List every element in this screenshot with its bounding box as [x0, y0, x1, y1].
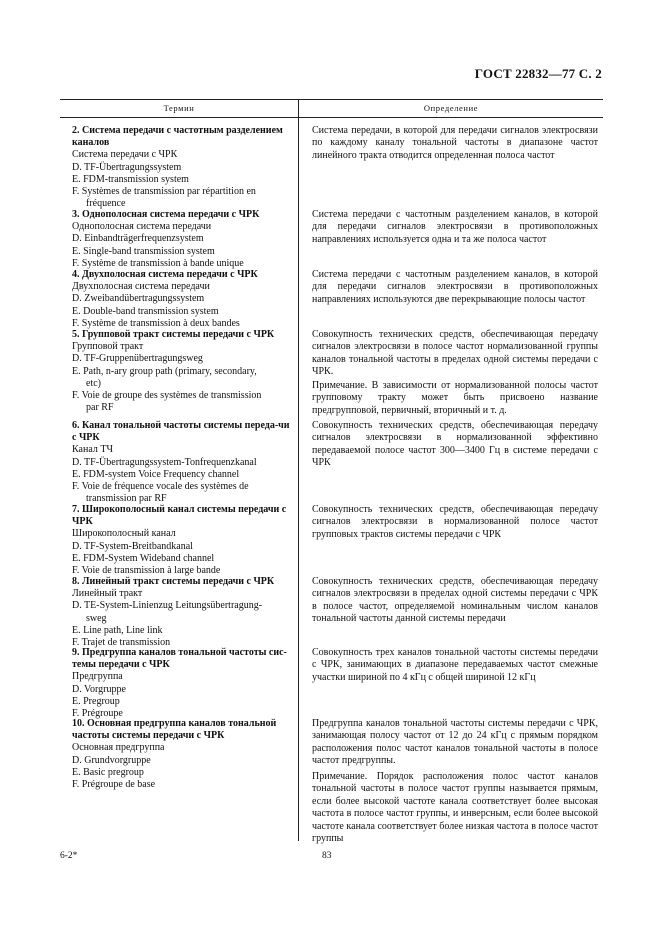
definition-text: Совокупность технических средств, обеспечивающая передачу сигналов электросвязи в нормализованной полосе частот групповых трактов системы передачи с ЧРК: [312, 504, 598, 540]
page-number: 83: [322, 851, 332, 861]
definition-9: [312, 647, 598, 684]
term-6: [60, 420, 293, 505]
term-8: [60, 576, 293, 649]
term-line: sweg: [86, 612, 107, 624]
term-line: Широкополосный канал: [72, 528, 176, 540]
term-line: D. TF-Übertragungssystem-Tonfrequenzkanal: [72, 456, 257, 468]
term-line: E. FDM-transmission system: [72, 173, 189, 185]
definition-10: [312, 718, 598, 768]
definition-text: Предгруппа каналов тональной частоты системы передачи с ЧРК, занимающая полосу частот от 12 до 24 кГц с прямым порядком расположения полос частот каналов тональной частоты в полосе частот предгруппы.: [312, 718, 598, 767]
definition-6: [312, 420, 598, 470]
definition-5-note: [312, 380, 598, 417]
term-line: E. FDM-system Voice Frequency channel: [72, 468, 240, 480]
definition-4: [312, 269, 598, 306]
term-title: 10. Основная предгруппа каналов тональной частоты системы передачи с ЧРК: [72, 718, 277, 742]
term-line: E. FDM-System Wideband channel: [72, 552, 215, 564]
term-line: transmission par RF: [86, 493, 167, 505]
column-header-terms: Термин: [163, 103, 195, 113]
term-title: 3. Однополосная система передачи с ЧРК: [72, 209, 260, 220]
term-9: [60, 647, 293, 720]
term-line: E. Basic pregroup: [72, 766, 144, 778]
table-top-rule: [60, 99, 603, 100]
term-4: [60, 269, 293, 330]
term-line: F. Voie de transmission à large bande: [72, 565, 221, 577]
term-line: F. Trajet de transmission: [72, 637, 171, 649]
definition-text: Совокупность технических средств, обеспечивающая передачу сигналов электросвязи в полосе частот нормализованной группы каналов тональной частоты в пределах одной системы передачи с ЧРК.: [312, 329, 598, 378]
term-line: D. Einbandträgerfrequenzsystem: [72, 233, 204, 245]
term-title: 8. Линейный тракт системы передачи с ЧРК: [72, 576, 275, 587]
term-title: 6. Канал тональной частоты системы переда-чи с ЧРК: [72, 420, 290, 444]
term-line: Предгруппа: [72, 671, 123, 683]
footer-mark: 6-2*: [60, 851, 78, 861]
term-line: Канал ТЧ: [72, 444, 113, 456]
term-line: F. Voie de groupe des systèmes de transmission: [72, 390, 262, 402]
table-header-rule: [60, 117, 603, 118]
term-line: D. Vorgruppe: [72, 683, 126, 695]
term-line: D. TF-Übertragungssystem: [72, 161, 182, 173]
term-title: 4. Двухполосная система передачи с ЧРК: [72, 269, 258, 280]
term-line: E. Line path, Line link: [72, 624, 163, 636]
term-line: E. Single-band transmission system: [72, 245, 215, 257]
term-line: E. Pregroup: [72, 695, 120, 707]
term-3: [60, 209, 293, 270]
note-text: Примечание. В зависимости от нормализованной полосы частот групповому тракту может быть присвоено название предгрупповой, первичный, вторичный и т. д.: [312, 380, 598, 416]
term-line: F. Systèmes de transmission par répartition en: [72, 186, 256, 198]
term-line: D. TE-System-Linienzug Leitungsübertragung-: [72, 600, 263, 612]
term-line: par RF: [86, 402, 114, 414]
note-text: Примечание. Порядок расположения полос частот каналов тональной частоты в полосе частот группы называется прямым, если более высокой частоте канала соответствует более высокая частота в полосе частот группы, и инверсным, если более высокой частоте канала соответствует более низкая частота в полосе частот группы: [312, 771, 598, 845]
column-divider: [298, 100, 299, 841]
definition-3: [312, 209, 598, 246]
term-title: 5. Групповой тракт системы передачи с ЧРК: [72, 329, 275, 340]
definition-7: [312, 504, 598, 541]
term-5: [60, 329, 293, 414]
term-line: Однополосная система передачи: [72, 221, 212, 233]
term-title: 2. Система передачи с частотным разделением каналов: [72, 125, 283, 149]
term-line: fréquence: [86, 198, 126, 210]
term-title: 7. Широкополосный канал системы передачи с ЧРК: [72, 504, 287, 528]
term-line: Групповой тракт: [72, 341, 144, 353]
definition-text: Система передачи с частотным разделением каналов, в которой для передачи сигналов электросвязи в противоположных направлениях используется одна и та же полоса частот: [312, 209, 598, 245]
term-title: 9. Предгруппа каналов тональной частоты сис-темы передачи с ЧРК: [72, 647, 287, 671]
term-line: D. TF-Gruppenübertragungsweg: [72, 353, 203, 365]
term-line: F. Prégroupe de base: [72, 779, 156, 791]
term-line: etc): [86, 377, 101, 389]
term-line: F. Prégroupe: [72, 708, 123, 720]
document-code: ГОСТ 22832—77 С. 2: [474, 66, 602, 81]
definition-text: Совокупность технических средств, обеспечивающая передачу сигналов электросвязи в пределах одной системы передачи с ЧРК в полосе частот, определяемой номинальным числом каналов тональной частоты данной системы передачи: [312, 576, 598, 625]
definition-10-note: [312, 771, 598, 845]
definition-2: [312, 125, 598, 162]
term-line: D. Grundvorgruppe: [72, 754, 151, 766]
term-line: F. Voie de fréquence vocale des systèmes de: [72, 481, 249, 493]
term-7: [60, 504, 293, 577]
term-line: F. Système de transmission à bande unique: [72, 257, 244, 269]
definition-text: Совокупность технических средств, обеспечивающая передачу сигналов электросвязи в нормализованной эффективно передаваемой полосе частот 300—3400 Гц в системе передачи с ЧРК: [312, 420, 598, 469]
term-line: D. Zweibandübertragungssystem: [72, 293, 205, 305]
term-10: [60, 718, 293, 791]
term-line: Двухполосная система передачи: [72, 281, 210, 293]
definition-text: Совокупность трех каналов тональной частоты системы передачи с ЧРК, занимающих в диапазоне передаваемых частот смежные участки шириной по 4 кГц с общей шириной 12 кГц: [312, 647, 598, 683]
definition-5: [312, 329, 598, 379]
definition-8: [312, 576, 598, 626]
term-line: Линейный тракт: [72, 588, 143, 600]
term-line: Система передачи с ЧРК: [72, 149, 178, 161]
term-line: D. TF-System-Breitbandkanal: [72, 540, 193, 552]
term-line: E. Double-band transmission system: [72, 305, 219, 317]
definition-text: Система передачи, в которой для передачи сигналов электросвязи по каждому каналу тональной частоты в диапазоне частот линейного тракта отводится определенная полоса частот: [312, 125, 598, 161]
term-line: E. Path, n-ary group path (primary, secondary,: [72, 365, 257, 377]
term-line: F. Système de transmission à deux bandes: [72, 317, 240, 329]
definition-text: Система передачи с частотным разделением каналов, в которой для передачи сигналов электросвязи в противоположных направлениях используются две перекрывающие полосы частот: [312, 269, 598, 305]
term-line: Основная предгруппа: [72, 742, 165, 754]
term-2: [60, 125, 293, 210]
column-header-definition: Определение: [423, 103, 479, 113]
